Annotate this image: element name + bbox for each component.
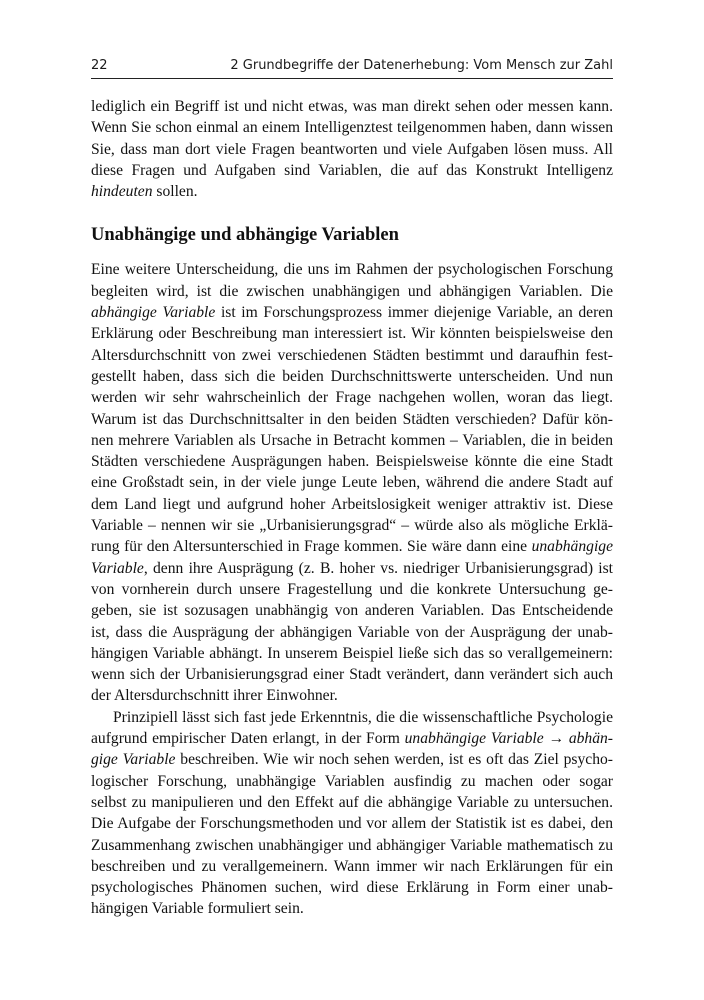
running-head — [91, 56, 613, 79]
text-line — [91, 181, 613, 202]
paragraph-2 — [91, 707, 613, 920]
text-line: von vornherein durch unsere Fragestellung und die konkrete Untersuchung ge- — [91, 580, 613, 598]
text-line: Wenn Sie schon einmal an einem Intelligenztest teilgenommen haben, dann wissen — [91, 119, 613, 137]
text-line — [91, 558, 613, 579]
text-line: Zusammenhang zwischen unabhängiger und abhängiger Variable mathematisch zu — [91, 836, 613, 854]
text-line: hängigen Variable abhängt. In unserem Beispiel ließe sich das so verallgemeinern: — [91, 644, 613, 662]
text-line: Eine weitere Unterscheidung, die uns im Rahmen der psychologischen Forschung — [91, 261, 613, 279]
text-line: gestellt haben, dass sich die beiden Durchschnittswerte unterscheiden. Und nun — [91, 367, 613, 385]
text-line: der Altersdurchschnitt ihrer Einwohner. — [91, 687, 338, 705]
text-line: logischer Forschung, unabhängige Variablen ausfindig zu machen oder sogar — [91, 772, 613, 790]
text-line — [91, 536, 613, 557]
text-line: Altersdurchschnitt von zwei verschiedenen Städten bestimmt und daraufhin fest- — [91, 346, 613, 364]
text-line: Warum ist das Durchschnittsalter in den beiden Städten verschieden? Dafür kön- — [91, 410, 613, 428]
text-run: ist im Forschungsprozess immer diejenige Variable, an deren — [215, 304, 614, 322]
text-line: psychologisches Phänomen suchen, wird diese Erklärung in Form einer unab- — [91, 879, 613, 897]
text-run: , denn ihre Ausprägung (z. B. hoher vs. niedriger Urbanisierungsgrad) ist — [143, 559, 613, 577]
body-text — [91, 96, 613, 920]
text-line: wenn sich der Urbanisierungsgrad einer Stadt verändert, dann verändert sich auch — [91, 666, 613, 684]
text-line: Prinzipiell lässt sich fast jede Erkenntnis, die die wissenschaftliche Psychologie — [113, 708, 613, 726]
text-run: rung für den Altersunterschied in Frage kommen. Sie wäre dann eine — [91, 538, 532, 556]
text-run: sollen. — [152, 183, 198, 201]
text-run: aufgrund empirischer Daten erlangt, in der Form — [91, 730, 405, 748]
emphasis: abhängige Variable — [91, 304, 216, 322]
emphasis: unabhängige — [531, 538, 613, 556]
page-number: 22 — [91, 58, 108, 73]
text-line — [91, 302, 613, 323]
text-line: begleiten wird, ist die zwischen unabhängigen und abhängigen Variablen. Die — [91, 282, 613, 300]
emphasis: hindeuten — [91, 183, 153, 201]
text-line: diese Fragen und Aufgaben sind Variablen, die auf das Konstrukt Intelligenz — [91, 161, 613, 179]
text-line: werden wir sehr wahrscheinlich der Frage nachgehen wollen, woran das liegt. — [91, 389, 613, 407]
emphasis: gige Variable — [91, 751, 176, 769]
intro-paragraph — [91, 96, 613, 202]
text-line: geben, sie ist sozusagen unabhängig von anderen Variablen. Das Entscheidende — [91, 602, 613, 620]
text-line: lediglich ein Begriff ist und nicht etwas, was man direkt sehen oder messen kann. — [91, 98, 613, 115]
text-line: Städten verschiedene Ausprägungen haben. Beispielsweise könnte die eine Stadt — [91, 453, 613, 471]
text-line: beschreiben und zu verallgemeinern. Wann immer wir nach Erklärungen für ein — [91, 857, 613, 875]
text-line — [91, 728, 613, 749]
text-line — [91, 749, 613, 770]
text-line: hängigen Variable formuliert sein. — [91, 900, 304, 918]
text-run: beschreiben. Wie wir noch sehen werden, ist es oft das Ziel psycho- — [175, 751, 614, 769]
paragraph-1 — [91, 259, 613, 706]
emphasis: unabhängige Variable → abhän- — [404, 730, 614, 748]
text-line: selbst zu manipulieren und den Effekt auf die abhängige Variable zu untersuchen. — [91, 793, 613, 811]
section-heading: Unabhängige und abhängige Variablen — [91, 225, 399, 246]
text-line: dem Land liegt und aufgrund hoher Arbeitslosigkeit weniger attraktiv ist. Diese — [91, 495, 613, 513]
text-line: Erklärung oder Beschreibung man interessiert ist. Wir könnten beispielsweise den — [91, 325, 613, 343]
text-line: nen mehrere Variablen als Ursache in Betracht kommen – Variablen, die in beiden — [91, 431, 613, 449]
text-line: Sie, dass man dort viele Fragen beantworten und viele Aufgaben lösen muss. All — [91, 140, 613, 158]
text-line: Die Aufgabe der Forschungsmethoden und vor allem der Statistik ist es dabei, den — [91, 815, 613, 833]
text-line: eine Großstadt sein, in der viele junge Leute leben, während die andere Stadt auf — [91, 474, 613, 492]
text-line: Variable – nennen wir sie „Urbanisierungsgrad“ – würde also als mögliche Erklä- — [91, 517, 613, 535]
text-line: ist, dass die Ausprägung der abhängigen Variable von der Ausprägung der unab- — [91, 623, 613, 641]
chapter-title: 2 Grundbegriffe der Datenerhebung: Vom Mensch zur Zahl — [230, 58, 613, 73]
emphasis: Variable — [91, 559, 144, 577]
